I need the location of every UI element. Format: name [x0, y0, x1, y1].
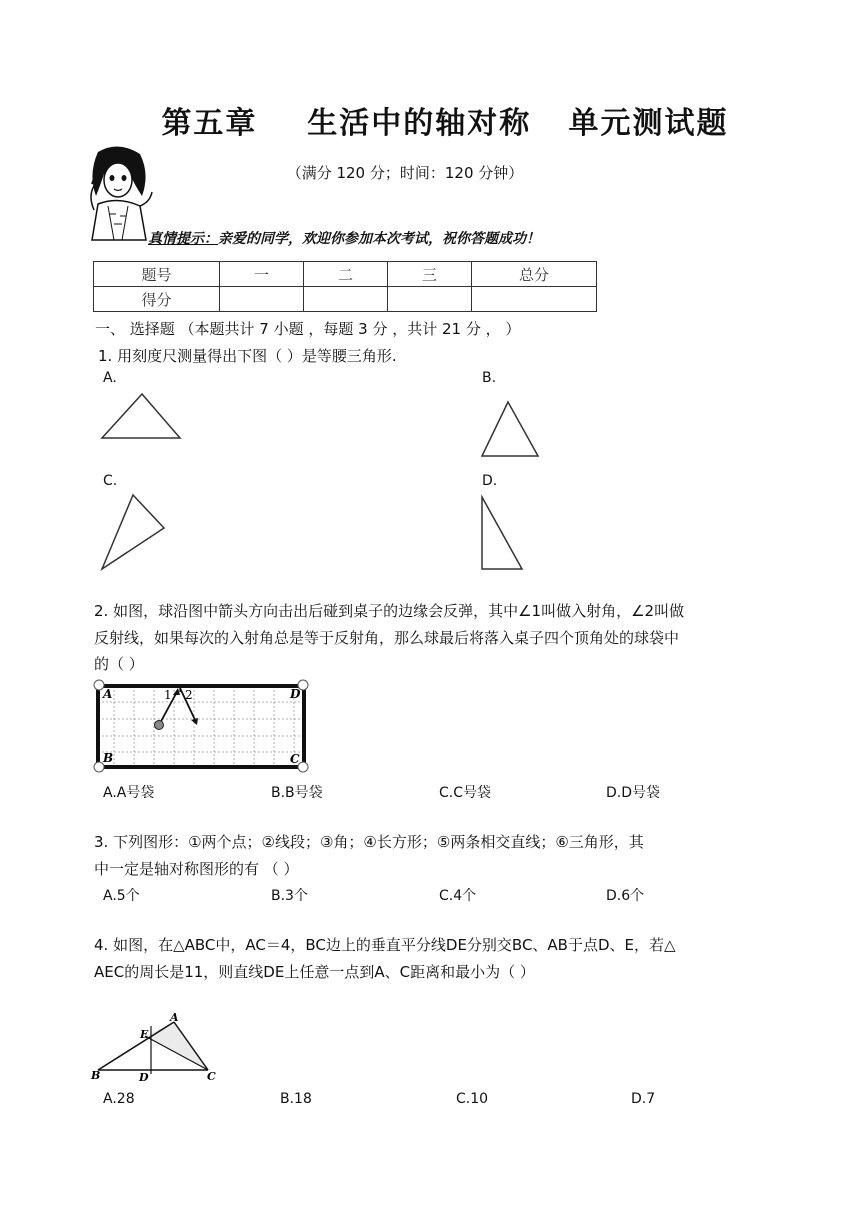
question-1-text: 1. 用刻度尺测量得出下图（ ）是等腰三角形.: [98, 347, 397, 365]
q4-option-c[interactable]: C.10: [456, 1091, 489, 1107]
q2-option-c[interactable]: C.C号袋: [439, 785, 492, 801]
triangle-a-figure: [98, 390, 188, 442]
q2-option-d[interactable]: D.D号袋: [606, 785, 661, 801]
figure-label-e: E: [140, 1028, 149, 1041]
q3-option-a[interactable]: A.5个: [103, 888, 140, 904]
question-3-line-2: 中一定是轴对称图形的有 （ ）: [94, 860, 299, 878]
question-2-line-2: 反射线，如果每次的入射角总是等于反射角，那么球最后将落入桌子四个顶角处的球袋中: [94, 629, 680, 647]
q2-option-a[interactable]: A.A号袋: [103, 785, 155, 801]
triangle-d-figure: [476, 493, 532, 573]
question-2-line-1: 2. 如图，球沿图中箭头方向击出后碰到桌子的边缘会反弹，其中∠1叫做入射角，∠2叫做: [94, 602, 685, 620]
question-3-line-1: 3. 下列图形：①两个点；②线段；③角；④长方形；⑤两条相交直线；⑥三角形，其: [94, 833, 644, 851]
table-cell: 三: [388, 262, 472, 287]
table-cell: 得分: [94, 287, 220, 312]
score-input-cell[interactable]: [472, 287, 597, 312]
question-4-line-2: AEC的周长是11，则直线DE上任意一点到A、C距离和最小为（ ）: [94, 963, 535, 981]
figure-label-angle-1: 1: [164, 688, 172, 702]
section-heading: 一、 选择题 （本题共计 7 小题 ，每题 3 分 ，共计 21 分 ， ）: [95, 320, 521, 338]
figure-label-d: D: [139, 1071, 149, 1084]
table-cell: 题号: [94, 262, 220, 287]
q4-option-a[interactable]: A.28: [103, 1091, 135, 1107]
figure-label-angle-2: 2: [185, 688, 193, 702]
table-cell: 总分: [472, 262, 597, 287]
score-input-cell[interactable]: [220, 287, 304, 312]
figure-label-a: A: [103, 687, 113, 701]
triangle-abc-figure: [90, 1008, 220, 1084]
figure-label-b: B: [91, 1069, 101, 1082]
score-table: [93, 261, 597, 312]
teacher-illustration: [84, 144, 154, 242]
question-4-line-1: 4. 如图，在△ABC中，AC＝4，BC边上的垂直平分线DE分别交BC、AB于点D、E，若△: [94, 936, 676, 954]
figure-label-c: C: [290, 752, 300, 766]
q1-option-d[interactable]: D.: [482, 473, 498, 489]
question-2-line-3: 的（ ）: [94, 655, 144, 673]
tip-banner: [148, 228, 540, 248]
figure-label-d: D: [290, 687, 301, 701]
q1-option-c[interactable]: C.: [103, 473, 118, 489]
score-table-score-row: [94, 287, 597, 312]
tip-text: 亲爱的同学，欢迎你参加本次考试，祝你答题成功！: [218, 231, 540, 247]
pool-table-figure: [90, 678, 314, 776]
q1-option-a[interactable]: A.: [103, 370, 117, 386]
score-table-header-row: [94, 262, 597, 287]
q3-option-d[interactable]: D.6个: [606, 888, 645, 904]
score-input-cell[interactable]: [304, 287, 388, 312]
triangle-b-figure: [476, 398, 546, 460]
figure-label-b: B: [103, 751, 114, 765]
q4-option-d[interactable]: D.7: [631, 1091, 656, 1107]
table-cell: 二: [304, 262, 388, 287]
q2-option-b[interactable]: B.B号袋: [271, 785, 323, 801]
page-title: 第五章 生活中的轴对称 单元测试题: [161, 106, 729, 141]
figure-label-c: C: [207, 1070, 216, 1083]
score-input-cell[interactable]: [388, 287, 472, 312]
tip-lead: 真情提示：: [148, 231, 218, 247]
triangle-c-figure: [98, 490, 170, 574]
q3-option-c[interactable]: C.4个: [439, 888, 477, 904]
table-cell: 一: [220, 262, 304, 287]
q4-option-b[interactable]: B.18: [280, 1091, 312, 1107]
q1-option-b[interactable]: B.: [482, 370, 497, 386]
exam-meta: （满分 120 分；时间：120 分钟）: [286, 164, 524, 182]
figure-label-a: A: [170, 1011, 179, 1024]
q3-option-b[interactable]: B.3个: [271, 888, 308, 904]
